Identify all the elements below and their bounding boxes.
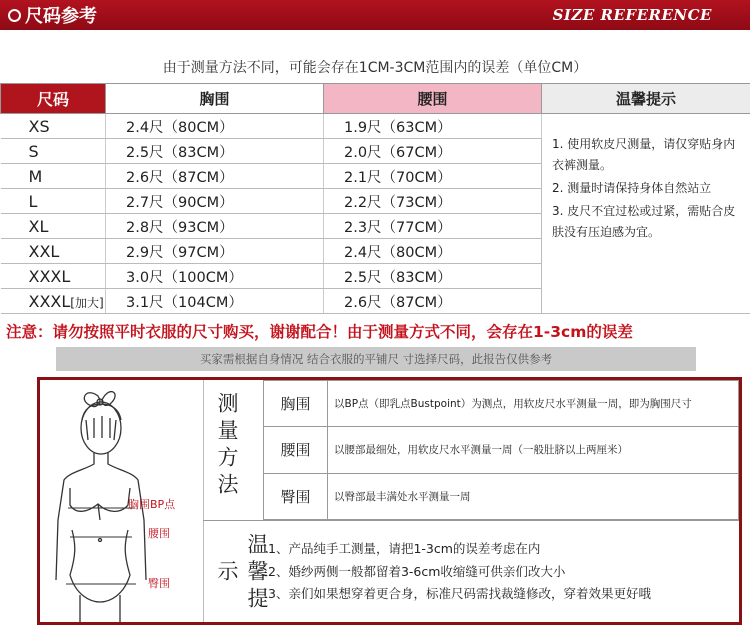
bp-label: 胸围BP点 xyxy=(128,498,176,511)
size-table xyxy=(0,83,750,314)
size-row xyxy=(1,114,750,139)
col-header-size: 尺码 xyxy=(1,84,106,114)
section-header xyxy=(0,0,750,30)
size-cell: XXXL[加大] xyxy=(1,289,106,314)
size-suffix: [加大] xyxy=(70,295,104,310)
measurement-note: 由于测量方法不同，可能会存在1CM-3CM范围内的误差（单位CM） xyxy=(162,60,588,76)
reminder-item: 2、婚纱两侧一般都留着3-6cm收缩缝可供亲们改大小 xyxy=(268,563,566,579)
method-name: 腰围 xyxy=(264,427,328,473)
waist-cell: 2.1尺（70CM） xyxy=(324,164,542,189)
body-figure xyxy=(40,380,200,622)
measurement-box xyxy=(37,377,742,625)
chest-cell: 2.8尺（93CM） xyxy=(106,214,324,239)
gray-note: 买家需根据自身情况 结合衣服的平铺尺 寸选择尺码，此报告仅供参考 xyxy=(56,347,696,371)
chest-cell: 3.0尺（100CM） xyxy=(106,264,324,289)
tip-item: 2. 测量时请保持身体自然站立 xyxy=(552,181,712,195)
method-title: 测量方法 xyxy=(215,392,239,500)
waist-cell: 2.0尺（67CM） xyxy=(324,139,542,164)
method-name: 臀围 xyxy=(264,473,328,519)
waist-cell: 2.3尺（77CM） xyxy=(324,214,542,239)
col-header-waist: 腰围 xyxy=(324,84,542,114)
reminder-list xyxy=(268,538,651,606)
chest-cell: 2.7尺（90CM） xyxy=(106,189,324,214)
col-header-tips: 温馨提示 xyxy=(542,84,750,114)
waist-cell: 2.5尺（83CM） xyxy=(324,264,542,289)
waist-cell: 2.6尺（87CM） xyxy=(324,289,542,314)
waist-label: 腰围 xyxy=(148,527,170,540)
chest-cell: 2.6尺（87CM） xyxy=(106,164,324,189)
method-desc: 以BP点（即乳点Bustpoint）为测点，用软皮尺水平测量一周，即为胸围尺寸 xyxy=(328,381,739,427)
reminder-title: 温馨提示 xyxy=(215,532,269,614)
waist-cell: 2.4尺（80CM） xyxy=(324,239,542,264)
reminder-item: 1、产品纯手工测量，请把1-3cm的误差考虑在内 xyxy=(268,541,541,556)
col-header-chest: 胸围 xyxy=(106,84,324,114)
size-cell: L xyxy=(1,189,106,214)
chest-cell: 2.5尺（83CM） xyxy=(106,139,324,164)
chest-cell: 2.9尺（97CM） xyxy=(106,239,324,264)
method-table xyxy=(263,380,739,520)
size-cell: XXL xyxy=(1,239,106,264)
method-name: 胸围 xyxy=(264,381,328,427)
circle-icon xyxy=(8,9,21,22)
method-row xyxy=(264,381,739,427)
method-row xyxy=(264,427,739,473)
size-cell: M xyxy=(1,164,106,189)
chest-cell: 3.1尺（104CM） xyxy=(106,289,324,314)
waist-cell: 1.9尺（63CM） xyxy=(324,114,542,139)
size-cell: XS xyxy=(1,114,106,139)
method-row xyxy=(264,473,739,519)
warning-text: 注意：请勿按照平时衣服的尺寸购买，谢谢配合！由于测量方式不同，会存在1-3cm的误差 xyxy=(6,323,633,341)
header-title: 尺码参考 xyxy=(25,6,97,27)
size-cell: S xyxy=(1,139,106,164)
tip-item: 1. 使用软皮尺测量，请仅穿贴身内衣裤测量。 xyxy=(552,137,736,172)
tip-item: 3. 皮尺不宜过松或过紧，需贴合皮肤没有压迫感为宜。 xyxy=(552,204,736,239)
method-desc: 以腰部最细处，用软皮尺水平测量一周（一般肚脐以上两厘米） xyxy=(328,427,739,473)
header-left xyxy=(8,2,97,28)
header-en-title: SIZE REFERENCE xyxy=(552,6,712,24)
size-cell: XL xyxy=(1,214,106,239)
method-desc: 以臀部最丰满处水平测量一周 xyxy=(328,473,739,519)
size-cell: XXXL xyxy=(1,264,106,289)
reminder-item: 3、亲们如果想穿着更合身，标准尺码需找裁缝修改，穿着效果更好哦 xyxy=(268,586,651,601)
tips-cell xyxy=(542,114,750,314)
waist-cell: 2.2尺（73CM） xyxy=(324,189,542,214)
chest-cell: 2.4尺（80CM） xyxy=(106,114,324,139)
hip-label: 臀围 xyxy=(148,577,170,590)
